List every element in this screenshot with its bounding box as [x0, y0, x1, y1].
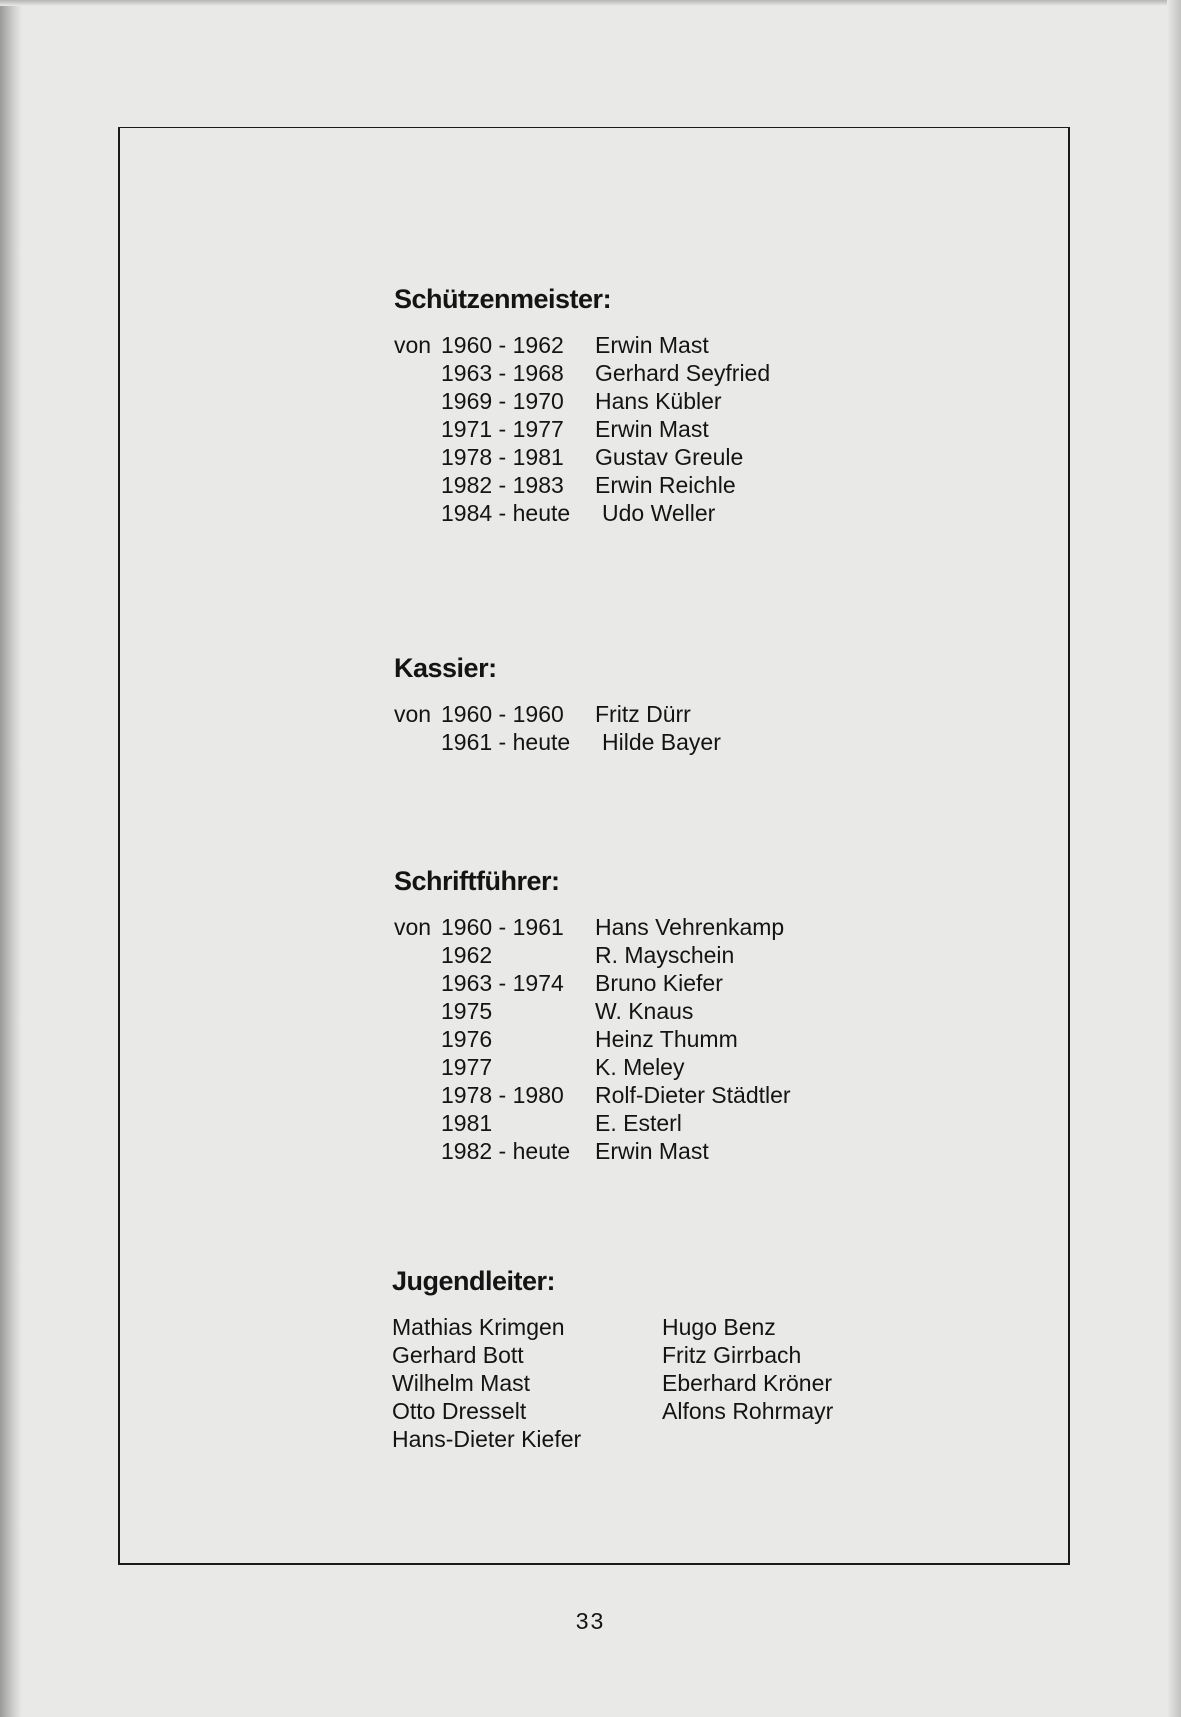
- officer-row: [394, 969, 723, 997]
- row-name: Hans Kübler: [595, 388, 722, 414]
- officer-row: [394, 387, 722, 415]
- list-item: Fritz Girrbach: [662, 1342, 802, 1368]
- row-period: 1963 - 1974: [441, 970, 564, 996]
- section-heading: Jugendleiter:: [392, 1266, 556, 1296]
- officer-row: [394, 997, 694, 1025]
- list-item: Otto Dresselt: [392, 1398, 527, 1424]
- row-prefix: von: [394, 914, 432, 940]
- page-edge-left: [0, 0, 22, 1717]
- officer-row: [394, 941, 735, 969]
- youth-column-right: [662, 1313, 833, 1425]
- officer-row: [394, 471, 736, 499]
- officer-row: [394, 359, 771, 387]
- row-period: 1981: [441, 1110, 493, 1136]
- row-period: 1962: [441, 942, 493, 968]
- row-name: Gustav Greule: [595, 444, 744, 470]
- list-item: Wilhelm Mast: [392, 1370, 531, 1396]
- row-name: Erwin Mast: [595, 1138, 709, 1164]
- row-period: 1977: [441, 1054, 493, 1080]
- page-edge-right: [1167, 0, 1181, 1717]
- row-period: 1982 - 1983: [441, 472, 564, 498]
- row-name: Erwin Mast: [595, 332, 709, 358]
- list-item: Gerhard Bott: [392, 1342, 524, 1368]
- section-heading: Schriftführer:: [394, 866, 560, 896]
- officer-list: [394, 913, 791, 1165]
- row-name: Bruno Kiefer: [595, 970, 723, 996]
- section-heading: Schützenmeister:: [394, 284, 612, 314]
- section-kassier: [394, 653, 721, 756]
- youth-column-left: [392, 1313, 581, 1453]
- officer-row: [394, 415, 709, 443]
- list-item: Eberhard Kröner: [662, 1370, 833, 1396]
- row-period: 1961 - heute: [441, 729, 571, 755]
- list-item: Hans-Dieter Kiefer: [392, 1426, 582, 1452]
- row-period: 1960 - 1962: [441, 332, 564, 358]
- row-period: 1982 - heute: [441, 1138, 571, 1164]
- officer-row: [394, 1025, 738, 1053]
- section-heading: Kassier:: [394, 653, 497, 683]
- row-period: 1969 - 1970: [441, 388, 564, 414]
- row-name: Hans Vehrenkamp: [595, 914, 785, 940]
- row-name: W. Knaus: [595, 998, 694, 1024]
- row-period: 1963 - 1968: [441, 360, 564, 386]
- row-period: 1978 - 1980: [441, 1082, 564, 1108]
- row-period: 1976: [441, 1026, 493, 1052]
- officer-row: [394, 1137, 709, 1165]
- row-period: 1975: [441, 998, 493, 1024]
- officer-list: [394, 700, 721, 756]
- officer-row: [394, 913, 785, 941]
- officer-row: [394, 443, 744, 471]
- row-period: 1978 - 1981: [441, 444, 564, 470]
- page-edge-top: [0, 0, 1181, 6]
- row-name: R. Mayschein: [595, 942, 735, 968]
- row-period: 1971 - 1977: [441, 416, 564, 442]
- row-name: Erwin Reichle: [595, 472, 736, 498]
- row-prefix: von: [394, 332, 432, 358]
- page-number: 33: [575, 1608, 606, 1634]
- officer-row: [394, 728, 721, 756]
- section-schriftfuehrer: [394, 866, 791, 1165]
- list-item: Alfons Rohrmayr: [662, 1398, 834, 1424]
- row-name: K. Meley: [595, 1054, 685, 1080]
- row-period: 1984 - heute: [441, 500, 571, 526]
- list-item: Hugo Benz: [662, 1314, 776, 1340]
- row-name: Udo Weller: [602, 500, 716, 526]
- officer-row: [394, 1053, 685, 1081]
- row-name: Rolf-Dieter Städtler: [595, 1082, 791, 1108]
- row-name: Hilde Bayer: [602, 729, 721, 755]
- officer-row: [394, 499, 716, 527]
- row-name: Fritz Dürr: [595, 701, 691, 727]
- officer-list: [394, 331, 771, 527]
- list-item: Mathias Krimgen: [392, 1314, 565, 1340]
- row-name: E. Esterl: [595, 1110, 682, 1136]
- youth-leader-list: [392, 1313, 992, 1458]
- row-prefix: von: [394, 701, 432, 727]
- section-jugendleiter: [392, 1266, 992, 1458]
- row-period: 1960 - 1960: [441, 701, 564, 727]
- section-schuetzenmeister: [394, 284, 771, 527]
- officer-row: [394, 331, 709, 359]
- row-name: Heinz Thumm: [595, 1026, 738, 1052]
- officer-row: [394, 700, 691, 728]
- row-period: 1960 - 1961: [441, 914, 564, 940]
- officer-row: [394, 1081, 791, 1109]
- row-name: Gerhard Seyfried: [595, 360, 771, 386]
- officer-row: [394, 1109, 682, 1137]
- row-name: Erwin Mast: [595, 416, 709, 442]
